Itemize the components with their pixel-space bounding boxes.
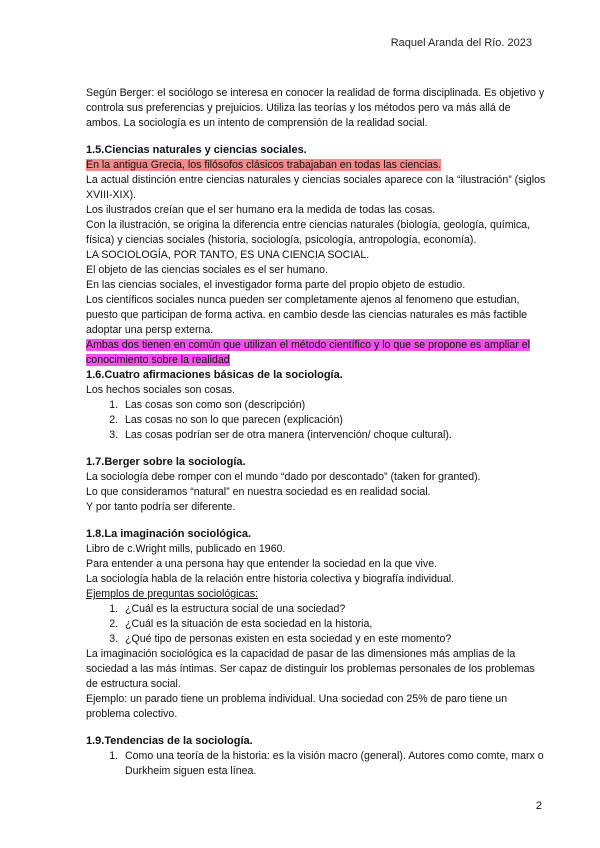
- examples-label: Ejemplos de preguntas sociológicas:: [86, 588, 258, 600]
- numbered-list: [86, 749, 548, 779]
- section-title: 1.9.Tendencias de la sociología.: [86, 735, 253, 747]
- numbered-list: [86, 602, 548, 647]
- text-line: Para entender a una persona hay que entender la sociedad en la que vive.: [86, 558, 438, 570]
- list-item: 2. ¿Cuál es la situación de esta sociedad en la historia,: [121, 617, 548, 632]
- text-line: Con la ilustración, se origina la diferencia entre ciencias naturales (biología, geología, química, física) y ciencias sociales (historia, sociología, psicología, antropología, economía).: [86, 219, 531, 246]
- text-line: En las ciencias sociales, el investigador forma parte del propio objeto de estudio.: [86, 279, 466, 291]
- text-line: La sociología debe romper con el mundo “dado por descontado” (taken for granted).: [86, 471, 481, 483]
- text-line: Los ilustrados creían que el ser humano era la medida de todas las cosas.: [86, 204, 436, 216]
- text-line: La actual distinción entre ciencias naturales y ciencias sociales aparece con la “ilustración” (siglos XVIII-XIX).: [86, 174, 546, 201]
- text-line: La sociología habla de la relación entre historia colectiva y biografía individual.: [86, 573, 455, 585]
- text-line: LA SOCIOLOGÍA, POR TANTO, ES UNA CIENCIA SOCIAL.: [86, 249, 370, 261]
- section-title: 1.7.Berger sobre la sociología.: [86, 456, 246, 468]
- section-1-9: [86, 734, 548, 779]
- text-line: Lo que consideramos “natural” en nuestra sociedad es en realidad social.: [86, 486, 431, 498]
- list-item: 1. ¿Cuál es la estructura social de una sociedad?: [121, 602, 548, 617]
- highlighted-line: En la antigua Grecia, los filósofos clásicos trabajaban en todas las ciencias.: [86, 159, 442, 171]
- intro-paragraph: Según Berger: el sociólogo se interesa en conocer la realidad de forma disciplinada. Es objetivo y controla sus preferencias y prejuicios. Utiliza las teorías y los métodos pero va más allá de ambos. La sociología es un intento de comprensión de la realidad social.: [86, 87, 545, 129]
- text-line: Los hechos sociales son cosas.: [86, 384, 235, 396]
- section-title: 1.8.La imaginación sociológica.: [86, 528, 252, 540]
- list-item: 1. Las cosas son como son (descripción): [121, 398, 548, 413]
- list-item: 1. Como una teoría de la historia: es la visión macro (general). Autores como comte, marx o Durkheim siguen esta línea.: [121, 749, 548, 779]
- section-1-5: [86, 143, 548, 368]
- section-1-7: [86, 455, 548, 515]
- text-line: Y por tanto podría ser diferente.: [86, 501, 236, 513]
- numbered-list: [86, 398, 548, 443]
- text-line: El objeto de las ciencias sociales es el ser humano.: [86, 264, 329, 276]
- text-line: Ejemplo: un parado tiene un problema individual. Una sociedad con 25% de paro tiene un problema colectivo.: [86, 693, 508, 720]
- text-line: Libro de c.Wright mills, publicado en 1960.: [86, 543, 286, 555]
- list-item: 3. ¿Qué tipo de personas existen en esta sociedad y en este momento?: [121, 632, 548, 647]
- document-body: [86, 86, 548, 779]
- page-number: 2: [535, 800, 542, 812]
- text-line: Los científicos sociales nunca pueden ser completamente ajenos al fenomeno que estudian, puesto que participan de forma activa. en cambio desde las ciencias naturales es más factible adoptar una persp externa.: [86, 294, 528, 336]
- section-1-8: [86, 527, 548, 722]
- highlighted-line: Ambas dos tienen en común que utilizan el método científico y lo que se propone es ampliar el conocimiento sobre la realidad: [86, 339, 531, 366]
- list-item: 2. Las cosas no son lo que parecen (explicación): [121, 413, 548, 428]
- page-header: Raquel Aranda del Río. 2023: [390, 37, 532, 49]
- text-line: La imaginación sociológica es la capacidad de pasar de las dimensiones más amplias de la sociedad a las más íntimas. Ser capaz de distinguir los problemas personales de los problemas de estructura social.: [86, 648, 535, 690]
- section-title: 1.5.Ciencias naturales y ciencias sociales.: [86, 144, 307, 156]
- section-title: 1.6.Cuatro afirmaciones básicas de la sociología.: [86, 369, 343, 381]
- list-item: 3. Las cosas podrían ser de otra manera (intervención/ choque cultural).: [121, 428, 548, 443]
- section-1-6: [86, 368, 548, 443]
